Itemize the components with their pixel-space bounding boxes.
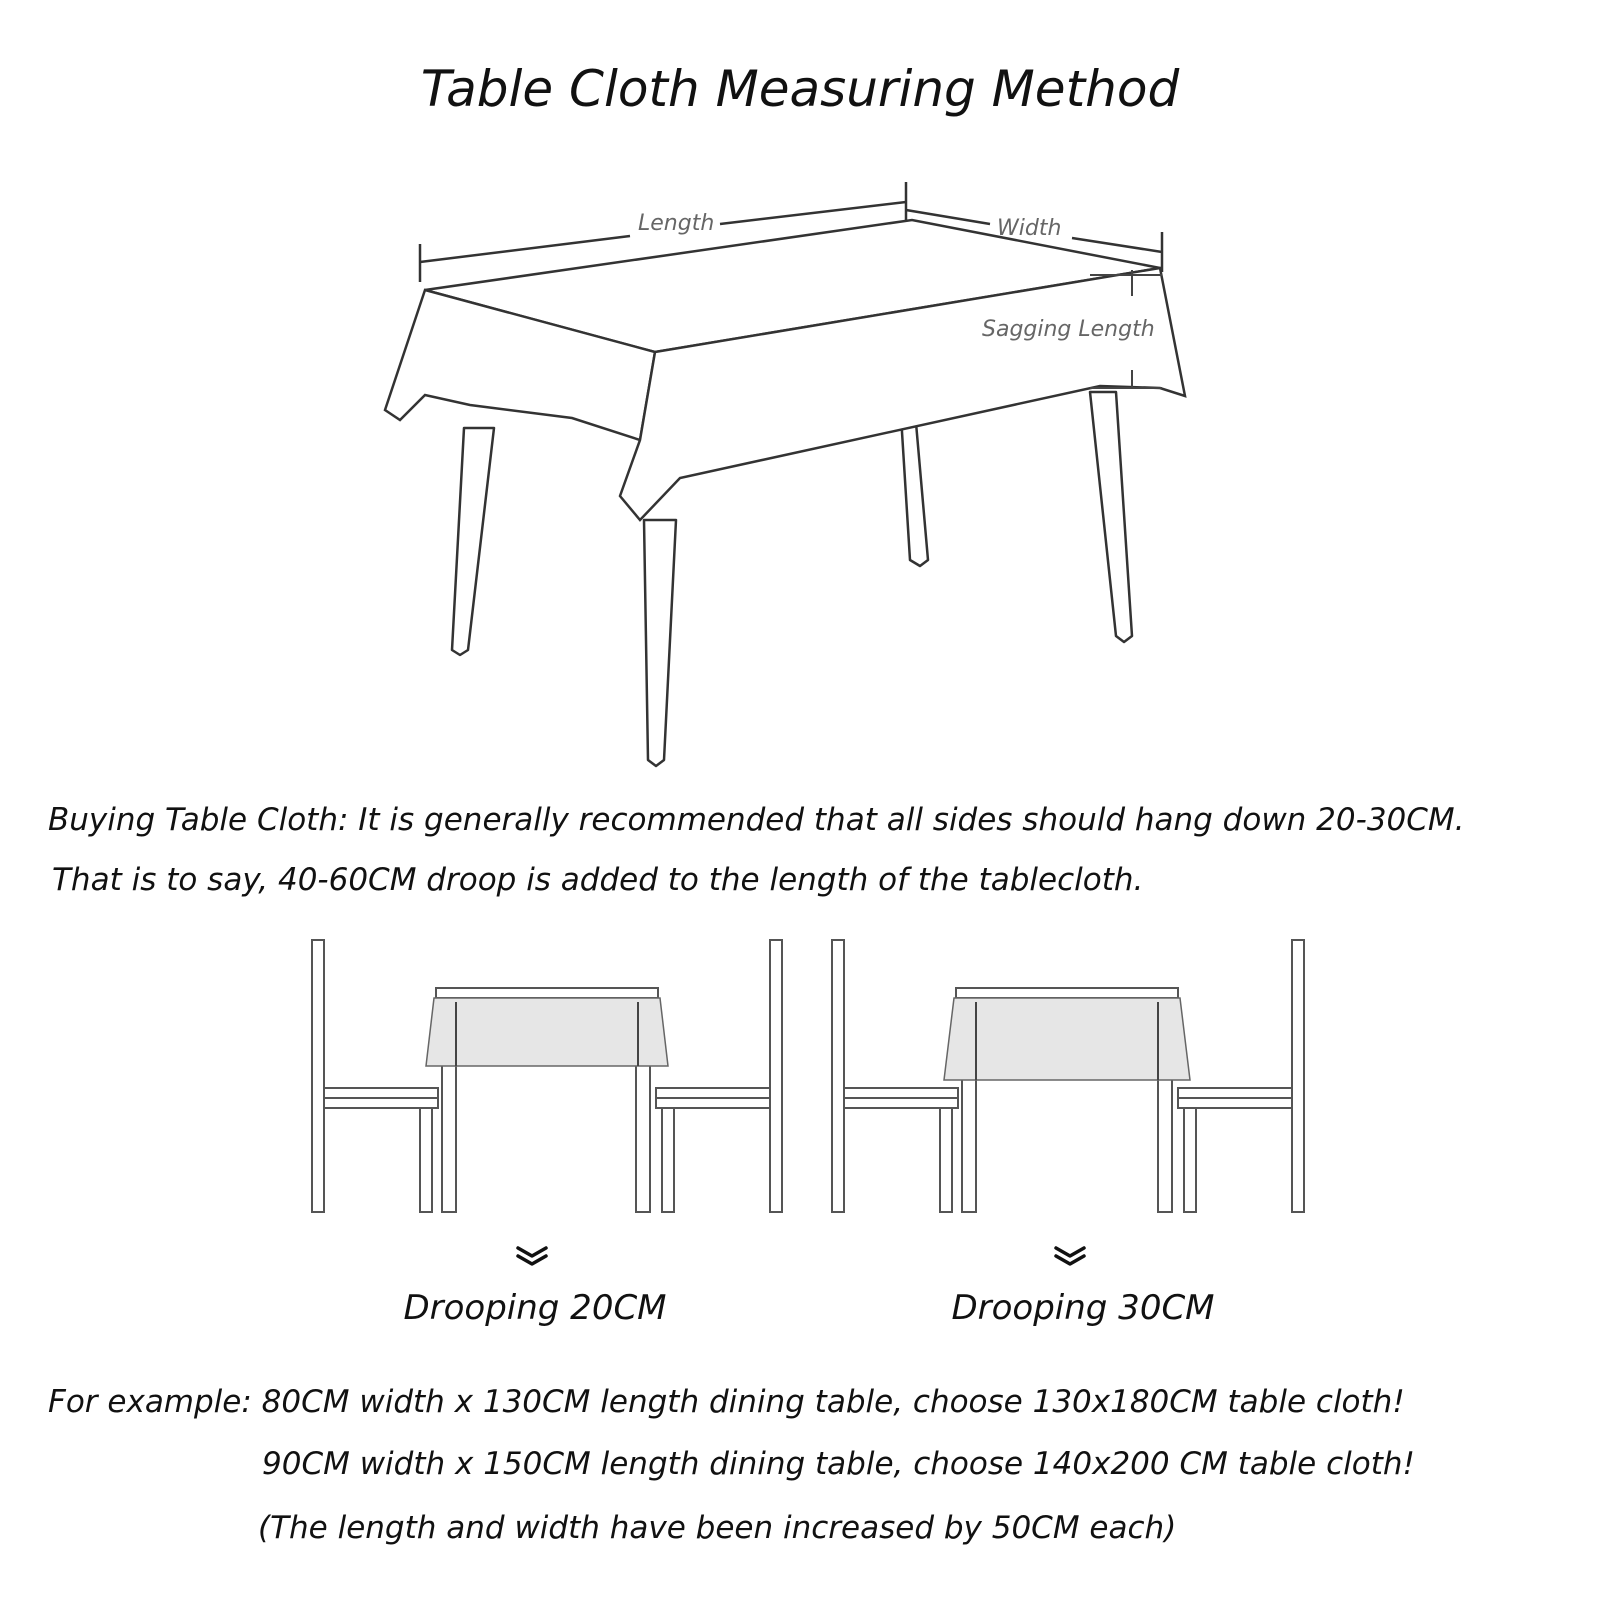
table-leg	[1158, 1070, 1172, 1212]
length-label: Length	[638, 211, 715, 236]
double-chevron-down-icon	[1056, 1248, 1084, 1256]
example-line-1: For example: 80CM width x 130CM length dining table, choose 130x180CM table cloth!	[48, 1384, 1405, 1420]
table-leg	[962, 1070, 976, 1212]
example-line-3: (The length and width have been increased by 50CM each)	[258, 1510, 1177, 1546]
drooping-30cm-caption: Drooping 30CM	[951, 1288, 1215, 1328]
chair-right	[1292, 940, 1304, 1212]
table-top	[436, 988, 658, 998]
width-label: Width	[997, 216, 1062, 241]
tablecloth-drape	[426, 998, 668, 1066]
table-top	[956, 988, 1178, 998]
sagging-length-label: Sagging Length	[982, 317, 1155, 342]
double-chevron-down-icon	[518, 1248, 546, 1256]
chair-left	[312, 940, 324, 1212]
drooping-30cm-scene	[832, 940, 1304, 1264]
drooping-20cm-caption: Drooping 20CM	[403, 1288, 667, 1328]
tablecloth-drape	[944, 998, 1190, 1080]
drooping-20cm-scene	[312, 940, 782, 1264]
chair-right	[770, 940, 782, 1212]
example-line-2: 90CM width x 150CM length dining table, choose 140x200 CM table cloth!	[262, 1446, 1415, 1482]
table-leg	[442, 1060, 456, 1212]
table-leg	[636, 1060, 650, 1212]
buying-text-line-1: Buying Table Cloth: It is generally recommended that all sides should hang down 20-30CM.	[48, 802, 1465, 838]
page-title: Table Cloth Measuring Method	[420, 60, 1180, 118]
chair-left	[832, 940, 844, 1212]
buying-text-line-2: That is to say, 40-60CM droop is added to the length of the tablecloth.	[52, 862, 1144, 898]
